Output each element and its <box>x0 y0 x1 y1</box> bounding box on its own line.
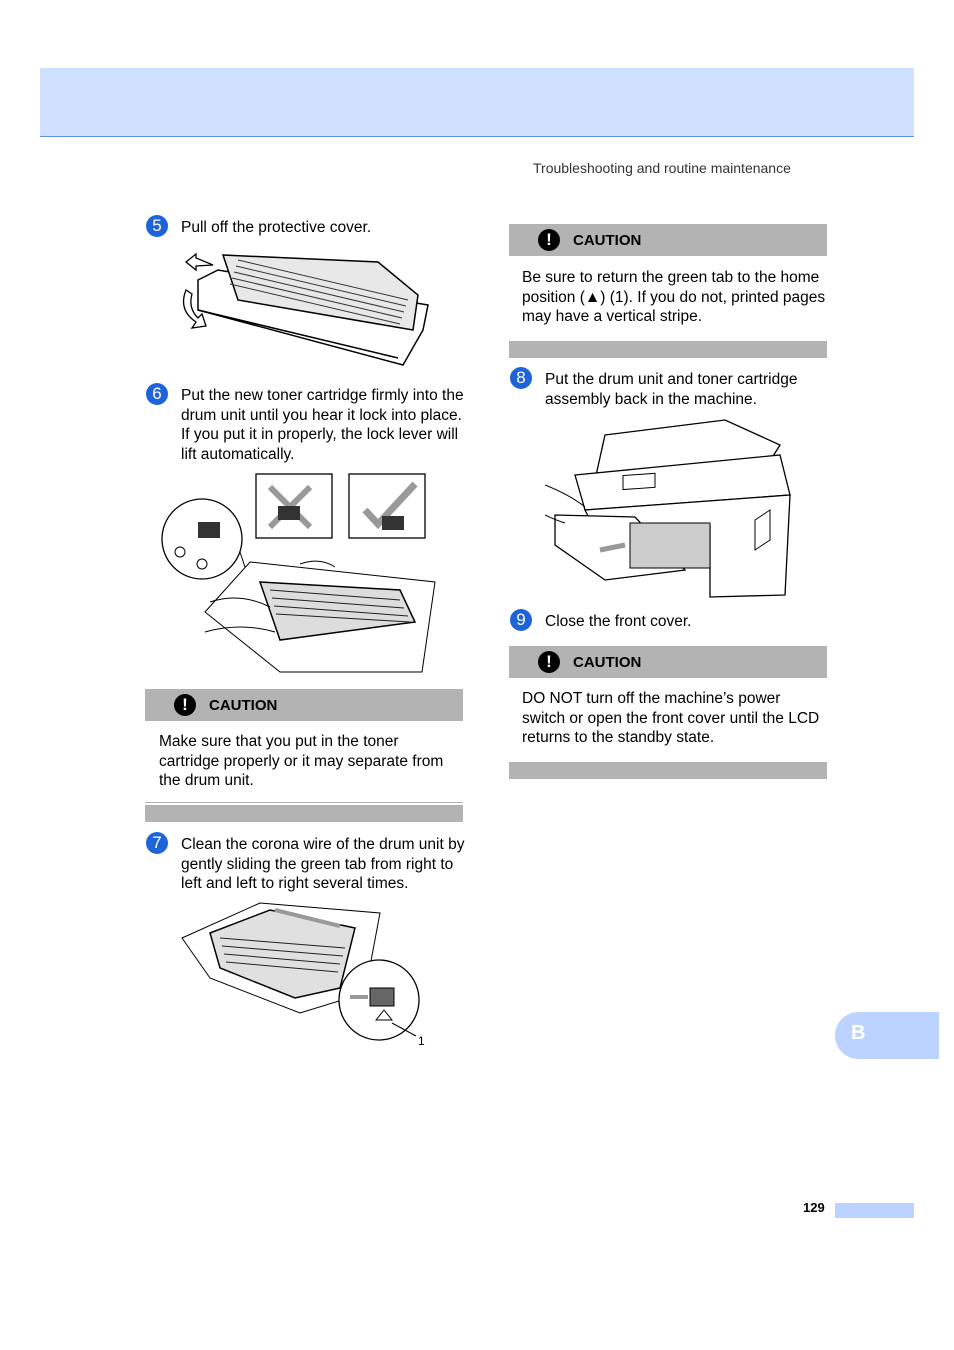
step-number: 9 <box>510 609 532 631</box>
caution-title: CAUTION <box>573 654 642 671</box>
machine-illustration <box>545 415 795 600</box>
corona-wire-illustration <box>180 898 435 1053</box>
header-band <box>40 68 914 137</box>
step-text: Put the new toner cartridge firmly into the drum unit until you hear it lock into place. If you put it in properly, the lock lever will lift automatically. <box>181 387 464 463</box>
caution-text: Make sure that you put in the toner cartridge properly or it may separate from the drum unit. <box>159 733 444 789</box>
page-number-bar <box>835 1203 914 1218</box>
step-text: Close the front cover. <box>545 613 692 630</box>
caution-header <box>509 646 827 678</box>
exclamation-icon: ! <box>174 694 196 716</box>
caution-title: CAUTION <box>573 232 642 249</box>
step-text: Pull off the protective cover. <box>181 219 372 236</box>
caution-footer <box>509 762 827 779</box>
figure-callout: 1 <box>418 1034 425 1048</box>
caution-header <box>509 224 827 256</box>
step-number: 6 <box>146 383 168 405</box>
divider <box>145 802 463 803</box>
toner-insert-illustration <box>160 472 455 677</box>
caution-footer <box>145 805 463 822</box>
caution-text: Be sure to return the green tab to the home position (▲) (1). If you do not, printed pages may have a vertical stripe. <box>522 269 826 325</box>
chapter-tab <box>835 1012 939 1059</box>
caution-text: DO NOT turn off the machine’s power switch or open the front cover until the LCD returns to the standby state. <box>522 690 820 746</box>
step-number: 7 <box>146 832 168 854</box>
caution-header <box>145 689 463 721</box>
chapter-tab-label: B <box>851 1022 866 1044</box>
exclamation-icon: ! <box>538 651 560 673</box>
caution-footer <box>509 341 827 358</box>
page-number: 129 <box>803 1200 825 1215</box>
step-text: Clean the corona wire of the drum unit by gently sliding the green tab from right to left and left to right several times. <box>181 836 465 892</box>
toner-cover-illustration <box>178 240 433 370</box>
caution-title: CAUTION <box>209 697 278 714</box>
step-number: 8 <box>510 367 532 389</box>
section-title: Troubleshooting and routine maintenance <box>533 160 791 176</box>
step-text: Put the drum unit and toner cartridge assembly back in the machine. <box>545 371 798 408</box>
exclamation-icon: ! <box>538 229 560 251</box>
step-number: 5 <box>146 215 168 237</box>
